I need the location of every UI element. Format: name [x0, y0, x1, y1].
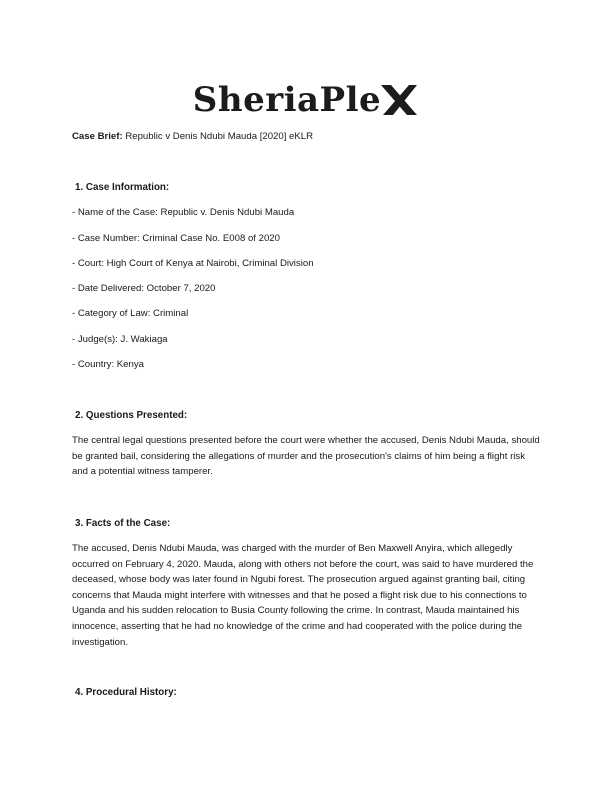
- section-3-heading: 3. Facts of the Case:: [75, 518, 171, 529]
- case-info-number: - Case Number: Criminal Case No. E008 of 2020: [72, 233, 280, 244]
- sheriaplex-logo: [0, 78, 612, 122]
- logo-text: SheriaPle: [192, 80, 382, 120]
- case-brief-line: [72, 131, 313, 143]
- case-info-category: - Category of Law: Criminal: [72, 308, 189, 319]
- case-brief-value: Republic v Denis Ndubi Mauda [2020] eKLR: [122, 131, 314, 142]
- case-info-name: - Name of the Case: Republic v. Denis Ndubi Mauda: [72, 207, 295, 218]
- case-info-country: - Country: Kenya: [72, 359, 144, 370]
- case-info-court: - Court: High Court of Kenya at Nairobi, Criminal Division: [72, 258, 314, 269]
- x-mark-logo-icon: [379, 83, 419, 117]
- section-2-heading: 2. Questions Presented:: [75, 410, 188, 421]
- facts-paragraph: The accused, Denis Ndubi Mauda, was charged with the murder of Ben Maxwell Anyira, which allegedly occurred on February 4, 2020. Mauda, along with others not before the court, was said to have murdered the deceased, whose body was later found in Ngubi forest. The prosecution argued against granting bail, citing concerns that Mauda might interfere with witnesses and that he posed a flight risk due to his connections to Uganda and his sudden relocation to Busia County following the crime. In contrast, Mauda maintained his innocence, asserting that he had no knowledge of the crime and had cooperated with the police during the investigation.: [72, 543, 534, 648]
- case-info-date: - Date Delivered: October 7, 2020: [72, 283, 216, 294]
- section-4-heading: 4. Procedural History:: [75, 687, 177, 698]
- section-1-heading: 1. Case Information:: [75, 182, 170, 193]
- questions-presented-paragraph: The central legal questions presented before the court were whether the accused, Denis Ndubi Mauda, should be granted bail, considering the allegations of murder and the prosecution's claims of him being a flight risk and a potential witness tamperer.: [72, 435, 540, 478]
- case-info-judges: - Judge(s): J. Wakiaga: [72, 334, 168, 345]
- case-brief-label: Case Brief:: [72, 131, 123, 142]
